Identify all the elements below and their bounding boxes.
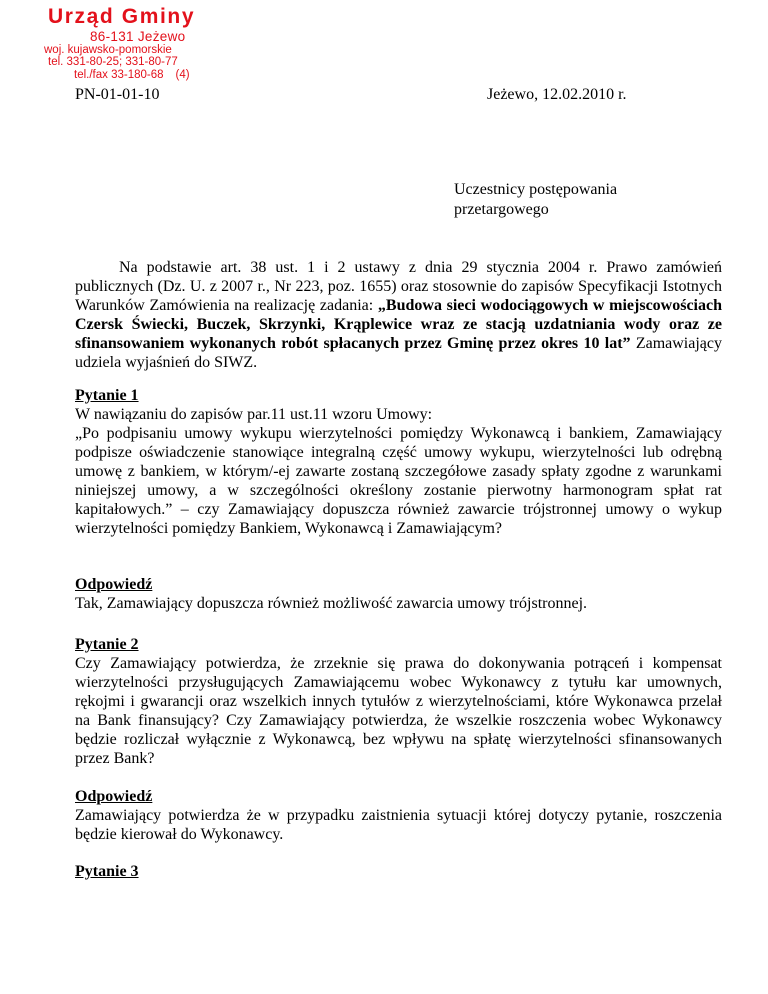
question-3 <box>75 862 722 881</box>
document-reference: PN-01-01-10 <box>75 86 160 103</box>
stamp-region: woj. kujawsko-pomorskie <box>44 43 172 56</box>
addressee <box>454 180 617 220</box>
question-1-intro: W nawiązaniu do zapisów par.11 ust.11 wzoru Umowy: <box>75 406 433 423</box>
intro-text-2: Zamawiający udziela wyjaśnień do SIWZ. <box>75 335 722 371</box>
question-2-text: Czy Zamawiający potwierdza, że zrzeknie się prawa do dokonywania potrąceń i kompensat wierzytelności przysługujących Zamawiającemu wobec Wykonawcy z tytułu kar umownych, rękojmi i gwarancji oraz wszelkich innych tytułów z wierzytelnościami, które Wykonawca przelał na Bank finansujący? Czy Zamawiający potwierdza, że wszelkie roszczenia wobec Wykonawcy będzie rozliczał wyłącznie z Wykonawcą, bez wpływu na spłatę wierzytelności sfinansowanych przez Bank? <box>75 655 722 767</box>
intro-paragraph <box>75 258 722 372</box>
answer-2-text: Zamawiający potwierdza że w przypadku zaistnienia sytuacji której dotyczy pytanie, roszczenia będzie kierował do Wykonawcy. <box>75 807 722 843</box>
question-1 <box>75 386 722 538</box>
answer-1-heading: Odpowiedź <box>75 576 153 593</box>
question-1-heading: Pytanie 1 <box>75 387 139 404</box>
question-3-heading: Pytanie 3 <box>75 863 139 880</box>
intro-text-1: Na podstawie art. 38 ust. 1 i 2 ustawy z dnia 29 stycznia 2004 r. Prawo zamówień publicznych (Dz. U. z 2007 r., Nr 223, poz. 1655) oraz stosownie do zapisów Specyfikacji Istotnych Warunków Zamówienia na realizację zadania: <box>75 259 722 314</box>
stamp-tel: tel. 331-80-25; 331-80-77 <box>48 56 178 68</box>
project-name: „Budowa sieci wodociągowych w miejscowościach Czersk Świecki, Buczek, Skrzynki, Krąplewice wraz ze stacją uzdatniania wody oraz ze sfinansowaniem wykonanych robót spłacanych przez Gminę przez okres 10 lat” <box>75 297 723 352</box>
stamp-number: (4) <box>175 68 190 81</box>
answer-2-heading: Odpowiedź <box>75 788 153 805</box>
question-1-text: „Po podpisaniu umowy wykupu wierzytelności pomiędzy Wykonawcą i bankiem, Zamawiający podpisze oświadczenie stanowiące integralną część umowy wykupu, wierzytelności lub odrębną umowę z bankiem, w którym/-ej zawarte zostaną szczegółowe zasady spłaty zgodne z warunkami niniejszej umowy, a w szczególności określony zostanie pierwotny harmonogram spłat rat kapitałowych.” – czy Zamawiający dopuszcza również zawarcie trójstronnej umowy o wykup wierzytelności pomiędzy Bankiem, Wykonawcą i Zamawiającym? <box>75 425 722 537</box>
addressee-line-2: przetargowego <box>454 201 549 218</box>
answer-1 <box>75 575 722 613</box>
stamp-title: Urząd Gminy <box>48 5 196 28</box>
stamp-telfax-line <box>74 70 234 82</box>
stamp-postal-city: 86-131 Jeżewo <box>90 29 186 44</box>
answer-1-text: Tak, Zamawiający dopuszcza również możliwość zawarcia umowy trójstronnej. <box>75 595 588 612</box>
question-2 <box>75 635 722 768</box>
office-stamp <box>44 6 234 81</box>
answer-2 <box>75 787 722 844</box>
place-and-date: Jeżewo, 12.02.2010 r. <box>487 86 627 103</box>
stamp-telfax: tel./fax 33-180-68 <box>74 68 164 81</box>
question-2-heading: Pytanie 2 <box>75 636 139 653</box>
addressee-line-1: Uczestnicy postępowania <box>454 181 618 198</box>
